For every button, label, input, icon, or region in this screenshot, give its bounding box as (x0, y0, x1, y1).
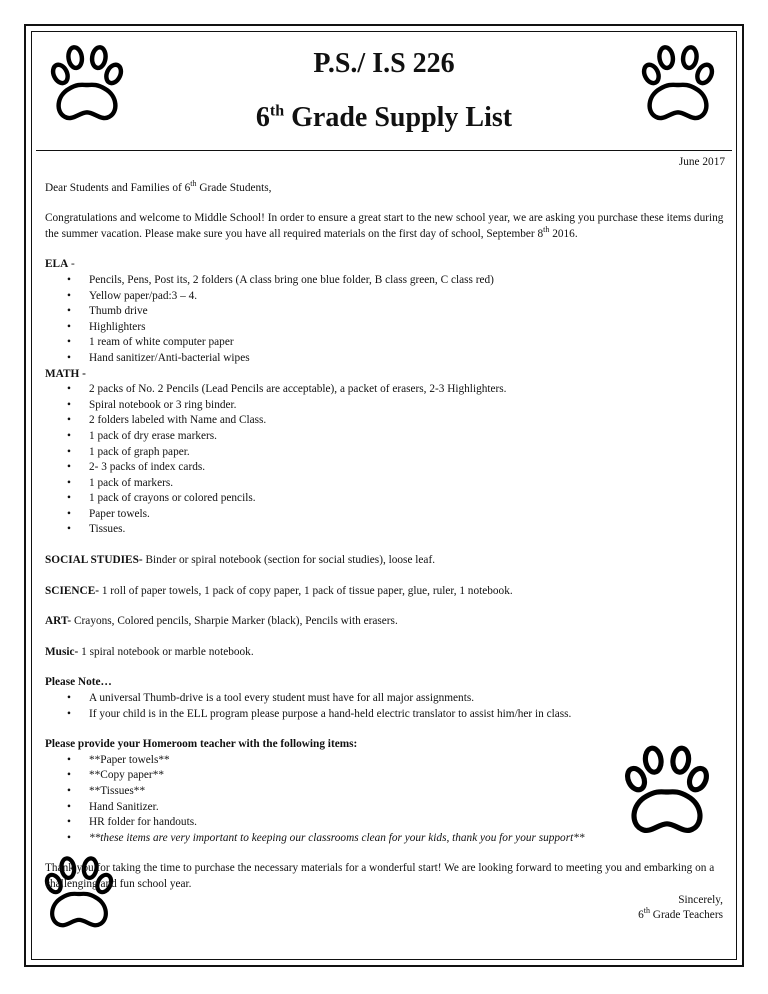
list-item: • If your child is in the ELL program please purpose a hand-held electric translator to assist him/her in class. (89, 707, 725, 723)
list-item: • **these items are very important to keeping our classrooms clean for your kids, thank you for your support** (89, 831, 725, 847)
list-item: • Paper towels. (89, 507, 725, 523)
school-title: P.S./ I.S 226 (313, 48, 455, 79)
math-list (45, 382, 725, 538)
signature: 6th Grade Teachers (638, 906, 723, 922)
list-item: • Spiral notebook or 3 ring binder. (89, 398, 725, 414)
list-item: • 1 pack of crayons or colored pencils. (89, 491, 725, 507)
letter-body (45, 155, 725, 924)
music-line: Music- 1 spiral notebook or marble notebook. (45, 645, 254, 658)
list-item: • Thumb drive (89, 304, 725, 320)
homeroom-heading: Please provide your Homeroom teacher with the following items: (45, 738, 358, 751)
letter-date: June 2017 (678, 156, 725, 168)
list-item: • 1 pack of graph paper. (89, 445, 725, 461)
list-item: • **Paper towels** (89, 753, 725, 769)
list-item: • HR folder for handouts. (89, 815, 725, 831)
list-item: • 1 pack of dry erase markers. (89, 429, 725, 445)
list-item: • 2 folders labeled with Name and Class. (89, 413, 725, 429)
art-line: ART- Crayons, Colored pencils, Sharpie Marker (black), Pencils with erasers. (45, 615, 398, 628)
note-heading: Please Note… (45, 676, 112, 689)
header-divider (36, 150, 732, 151)
science-line: SCIENCE- 1 roll of paper towels, 1 pack of copy paper, 1 pack of tissue paper, glue, ruler, 1 notebook. (45, 584, 513, 597)
intro-paragraph: Congratulations and welcome to Middle School! In order to ensure a great start to the new school year, we are asking you purchase these items during the summer vacation. Please make sure you have all required materials on the first day of school, September 8th 2016. (45, 212, 724, 240)
social-studies-line: SOCIAL STUDIES- Binder or spiral notebook (section for social studies), loose leaf. (45, 554, 436, 567)
list-item: • Tissues. (89, 522, 725, 538)
list-item: • Hand sanitizer/Anti-bacterial wipes (89, 351, 725, 367)
homeroom-list (45, 753, 725, 847)
note-list (45, 691, 725, 722)
ela-heading: ELA - (45, 258, 75, 271)
closing-paragraph: Thank you for taking the time to purchase the necessary materials for a wonderful start! We are looking forward to meeting you and embarking on a challenging and fun school year. (45, 862, 715, 890)
signoff: Sincerely, (678, 893, 723, 906)
salutation: Dear Students and Families of 6th Grade Students, (45, 178, 272, 194)
math-heading: MATH - (45, 367, 86, 380)
list-item: • **Tissues** (89, 784, 725, 800)
list-item: • 1 pack of markers. (89, 476, 725, 492)
list-item: • Yellow paper/pad:3 – 4. (89, 289, 725, 305)
list-item: • 2- 3 packs of index cards. (89, 460, 725, 476)
list-item: • 1 ream of white computer paper (89, 335, 725, 351)
ela-list (45, 273, 725, 367)
list-item: • **Copy paper** (89, 768, 725, 784)
list-item: • Pencils, Pens, Post its, 2 folders (A class bring one blue folder, B class green, C class red) (89, 273, 725, 289)
list-item: • Hand Sanitizer. (89, 800, 725, 816)
list-item: • 2 packs of No. 2 Pencils (Lead Pencils are acceptable), a packet of erasers, 2-3 Highlighters. (89, 382, 725, 398)
list-item: • Highlighters (89, 320, 725, 336)
list-item: • A universal Thumb-drive is a tool every student must have for all major assignments. (89, 691, 725, 707)
page-title: 6th Grade Supply List (255, 102, 513, 133)
